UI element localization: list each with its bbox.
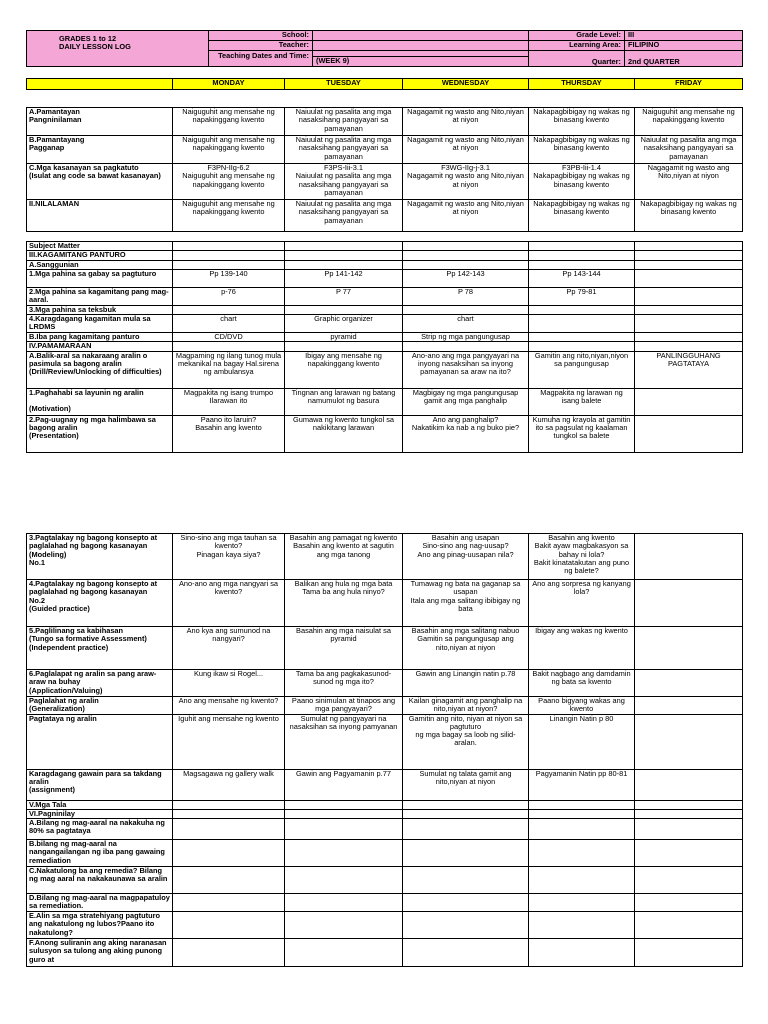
main1-row: [27, 415, 743, 452]
quarter-value: 2nd QUARTER: [625, 51, 743, 67]
day-cell: F3PB-Iii-1.4 Nakapagbibigay ng wakas ng binasang kwento: [529, 164, 635, 200]
day-cell: Naiguguhit ang mensahe ng napakinggang kwento: [635, 108, 743, 136]
day-cell: [635, 697, 743, 715]
main2-row: [27, 580, 743, 627]
day-cell: chart: [173, 315, 285, 333]
day-cell: Basahin ang usapan Sino-sino ang nag-uusap? Ano ang pinag-uusapan nila?: [403, 534, 529, 580]
day-cell: Paano bigyang wakas ang kwento: [529, 697, 635, 715]
day-cell: [635, 809, 743, 818]
day-cell: Nakapagbibigay ng wakas ng binasang kwento: [529, 200, 635, 232]
day-cell: P 78: [403, 287, 529, 305]
days-header: [26, 78, 743, 90]
row-label: A.Sanggunian: [27, 260, 173, 269]
main1-row: [27, 269, 743, 287]
day-cell: [173, 894, 285, 912]
day-cell: [285, 305, 403, 314]
day-cell: [635, 388, 743, 415]
day-cell: [635, 342, 743, 351]
day-cell: Tingnan ang larawan ng batang namumulot ng basura: [285, 388, 403, 415]
day-cell: [635, 627, 743, 670]
day-cell: [173, 840, 285, 867]
main1-row: [27, 251, 743, 260]
area-label: Learning Area:: [529, 41, 625, 51]
day-cell: [173, 819, 285, 840]
day-cell: Gamitin ang nito,niyan,niyon sa pangungusap: [529, 351, 635, 388]
day-cell: [285, 912, 403, 939]
day-cell: Ibigay ang wakas ng kwento: [529, 627, 635, 670]
main2-row: [27, 697, 743, 715]
main2-row: [27, 714, 743, 769]
day-cell: Nagagamit ng wasto ang Nito,niyan at niyon: [403, 108, 529, 136]
main1-row: [27, 305, 743, 314]
day-cell: Sino-sino ang mga tauhan sa kwento? Pinagan kaya siya?: [173, 534, 285, 580]
day-cell: Bakit nagbago ang damdamin ng bata sa kwento: [529, 670, 635, 697]
day-cell: [285, 800, 403, 809]
day-cell: Kailan ginagamit ang panghalip na nito,niyan at niyon?: [403, 697, 529, 715]
day-cell: [403, 840, 529, 867]
day-tuesday: TUESDAY: [285, 79, 403, 90]
teacher-label: Teacher:: [209, 41, 313, 51]
day-cell: Naiuulat ng pasalita ang mga nasaksihang pangyayari sa pamayanan: [285, 136, 403, 164]
day-cell: [529, 840, 635, 867]
day-cell: Balikan ang hula ng mga bata Tama ba ang hula ninyo?: [285, 580, 403, 627]
main2-row: [27, 912, 743, 939]
objectives-row: [27, 200, 743, 232]
day-cell: [403, 305, 529, 314]
day-cell: [285, 894, 403, 912]
row-label: 4.Pagtalakay ng bagong konsepto at paglalahad ng bagong kasanayan No.2 (Guided practice): [27, 580, 173, 627]
day-cell: Magpakita ng isang trumpo Ilarawan ito: [173, 388, 285, 415]
row-label: 2.Mga pahina sa kagamitang pang mag-aaral.: [27, 287, 173, 305]
main1-row: [27, 242, 743, 251]
row-label: A.Pamantayan Pangninilaman: [27, 108, 173, 136]
day-cell: [529, 260, 635, 269]
row-label: 3.Mga pahina sa teksbuk: [27, 305, 173, 314]
day-cell: [529, 819, 635, 840]
row-label: F.Anong suliranin ang aking naranasan sulusyon sa tulong ang aking punong guro at: [27, 939, 173, 967]
day-cell: [635, 242, 743, 251]
day-cell: [403, 939, 529, 967]
day-cell: Magpakita ng larawan ng isang balete: [529, 388, 635, 415]
row-label: B.Iba pang kagamitang panturo: [27, 333, 173, 342]
day-cell: [635, 840, 743, 867]
day-cell: [173, 939, 285, 967]
objectives-table: [26, 107, 743, 232]
day-cell: Naiuulat ng pasalita ang mga nasaksihang pangyayari sa pamayanan: [635, 136, 743, 164]
day-cell: [285, 809, 403, 818]
day-cell: Gawin ang Pagyamanin p.77: [285, 769, 403, 800]
day-cell: Basahin ang mga naisulat sa pyramid: [285, 627, 403, 670]
grade-value: III: [625, 31, 743, 41]
day-cell: [635, 769, 743, 800]
day-cell: [285, 251, 403, 260]
row-label: D.Bilang ng mag-aaral na magpapatuloy sa remediation.: [27, 894, 173, 912]
main2-row: [27, 769, 743, 800]
main1-row: [27, 388, 743, 415]
day-cell: [529, 305, 635, 314]
day-cell: Magsagawa ng gallery walk: [173, 769, 285, 800]
day-cell: Gamitin ang nito, niyan at niyon sa pagtuturo ng mga bagay sa loob ng silid-aralan.: [403, 714, 529, 769]
objectives-row: [27, 108, 743, 136]
day-monday: MONDAY: [173, 79, 285, 90]
main1-row: [27, 333, 743, 342]
day-cell: Basahin ang pamagat ng kwento Basahin ang kwento at sagutin ang mga tanong: [285, 534, 403, 580]
row-label: Pagtataya ng aralin: [27, 714, 173, 769]
day-cell: Nakapagbibigay ng wakas ng binasang kwento: [529, 136, 635, 164]
row-label: E.Alin sa mga stratehiyang pagtuturo ang nakatulong ng lubos?Paano ito nakatulong?: [27, 912, 173, 939]
row-label: II.NILALAMAN: [27, 200, 173, 232]
day-cell: Strip ng mga pangungusap: [403, 333, 529, 342]
day-cell: [635, 251, 743, 260]
row-label: 5.Paglilinang sa kabihasan (Tungo sa formative Assessment) (Independent practice): [27, 627, 173, 670]
day-cell: [635, 260, 743, 269]
day-cell: [173, 342, 285, 351]
objectives-row: [27, 164, 743, 200]
teacher-value: [313, 41, 529, 51]
day-cell: [529, 912, 635, 939]
main2-row: [27, 534, 743, 580]
day-cell: [635, 670, 743, 697]
procedures-table-2: [26, 533, 743, 967]
day-cell: [173, 912, 285, 939]
row-label: Subject Matter: [27, 242, 173, 251]
day-cell: Pp 142-143: [403, 269, 529, 287]
day-cell: [285, 260, 403, 269]
day-cell: [403, 342, 529, 351]
day-cell: P 77: [285, 287, 403, 305]
day-cell: Magpaming ng ilang tunog mula mekanikal na bagay Hal.sirena ng ambulansya: [173, 351, 285, 388]
day-cell: Linangin Natin p 80: [529, 714, 635, 769]
quarter-label: Quarter:: [529, 51, 625, 67]
day-cell: [403, 260, 529, 269]
day-cell: Pp 79-81: [529, 287, 635, 305]
day-cell: [635, 534, 743, 580]
day-cell: [635, 894, 743, 912]
day-thursday: THURSDAY: [529, 79, 635, 90]
row-label: 6.Paglalapat ng aralin sa pang araw-araw na buhay (Application/Valuing): [27, 670, 173, 697]
day-cell: Ano ang mensahe ng kwento?: [173, 697, 285, 715]
day-cell: [635, 269, 743, 287]
day-cell: Iguhit ang mensahe ng kwento: [173, 714, 285, 769]
main2-row: [27, 939, 743, 967]
day-cell: F3PN-IIg-6.2 Naiguguhit ang mensahe ng napakinggang kwento: [173, 164, 285, 200]
day-cell: [285, 819, 403, 840]
main2-row: [27, 894, 743, 912]
day-cell: Ano-ano ang mga pangyayari na inyong nasaksihan sa inyong pamayanan sa araw na ito?: [403, 351, 529, 388]
day-cell: [529, 809, 635, 818]
row-label: 1.Paghahabi sa layunin ng aralin (Motivation): [27, 388, 173, 415]
day-cell: Naiguguhit ang mensahe ng napakinggang kwento: [173, 200, 285, 232]
day-cell: [285, 242, 403, 251]
day-cell: [529, 939, 635, 967]
day-friday: FRIDAY: [635, 79, 743, 90]
day-cell: [403, 251, 529, 260]
day-cell: Nakapagbibigay ng wakas ng binasang kwento: [529, 108, 635, 136]
area-value: FILIPINO: [625, 41, 743, 51]
day-cell: [635, 580, 743, 627]
day-cell: [285, 939, 403, 967]
day-cell: [635, 939, 743, 967]
day-cell: [403, 242, 529, 251]
day-cell: Naiuulat ng pasalita ang mga nasaksihang pangyayari sa pamayanan: [285, 200, 403, 232]
day-cell: [529, 251, 635, 260]
day-cell: Paano ito laruin? Basahin ang kwento: [173, 415, 285, 452]
day-cell: Ano-ano ang mga nangyari sa kwento?: [173, 580, 285, 627]
day-cell: Ibigay ang mensahe ng napakinggang kwento: [285, 351, 403, 388]
day-cell: [285, 342, 403, 351]
day-cell: [285, 867, 403, 894]
day-cell: Nagagamit ng wasto ang Nito,niyan at niyon: [403, 200, 529, 232]
day-cell: Basahin ang kwento Bakit ayaw magbakasyon sa bahay ni lola? Bakit kinatatakutan ang puno ng balete?: [529, 534, 635, 580]
log-title: GRADES 1 to 12 DAILY LESSON LOG: [27, 31, 209, 67]
day-cell: [529, 315, 635, 333]
day-cell: [173, 867, 285, 894]
main1-row: [27, 287, 743, 305]
objectives-row: [27, 136, 743, 164]
procedures-table-1: [26, 241, 743, 453]
day-cell: Gumawa ng kwento tungkol sa nakikitang larawan: [285, 415, 403, 452]
day-cell: Pp 143-144: [529, 269, 635, 287]
day-cell: CD/DVD: [173, 333, 285, 342]
day-cell: [285, 840, 403, 867]
main1-row: [27, 351, 743, 388]
day-cell: Tumawag ng bata na gaganap sa usapan Itala ang mga salitang ibibigay ng bata: [403, 580, 529, 627]
day-cell: Nagagamit ng wasto ang Nito,niyan at niyon: [635, 164, 743, 200]
day-cell: [529, 342, 635, 351]
day-cell: [529, 333, 635, 342]
day-cell: Kumuha ng krayola at gamitin ito sa pagsulat ng kaalaman tungkol sa balete: [529, 415, 635, 452]
day-cell: [635, 714, 743, 769]
day-cell: [173, 800, 285, 809]
day-cell: [403, 867, 529, 894]
day-cell: Gawin ang Linangin natin p.78: [403, 670, 529, 697]
day-cell: [173, 305, 285, 314]
grade-label: Grade Level:: [529, 31, 625, 41]
day-cell: Sumulat ng pangyayari na nasaksihan sa inyong pamyanan: [285, 714, 403, 769]
day-cell: Sumulat ng talata gamit ang nito,niyan at niyon: [403, 769, 529, 800]
day-cell: [173, 260, 285, 269]
row-label: IV.PAMAMARAAN: [27, 342, 173, 351]
day-cell: [635, 315, 743, 333]
day-cell: PANLINGGUHANG PAGTATAYA: [635, 351, 743, 388]
day-cell: Naiguguhit ang mensahe ng napakinggang kwento: [173, 108, 285, 136]
day-cell: Tama ba ang pagkakasunod-sunod ng mga ito?: [285, 670, 403, 697]
main2-row: [27, 800, 743, 809]
day-cell: [635, 912, 743, 939]
dates-label: Teaching Dates and Time:: [209, 51, 313, 67]
main2-row: [27, 627, 743, 670]
day-cell: [173, 251, 285, 260]
days-corner: [27, 79, 173, 90]
day-cell: [529, 242, 635, 251]
row-label: V.Mga Tala: [27, 800, 173, 809]
main2-row: [27, 867, 743, 894]
day-cell: [529, 800, 635, 809]
row-label: Karagdagang gawain para sa takdang aralin (assignment): [27, 769, 173, 800]
day-cell: Kung ikaw si Rogel...: [173, 670, 285, 697]
day-cell: Magbigay ng mga pangungusap gamit ang mga panghalip: [403, 388, 529, 415]
main2-row: [27, 819, 743, 840]
day-cell: [635, 819, 743, 840]
day-cell: Ano kya ang sumunod na nangyari?: [173, 627, 285, 670]
day-cell: [173, 809, 285, 818]
day-cell: pyramid: [285, 333, 403, 342]
day-cell: chart: [403, 315, 529, 333]
row-label: C.Mga kasanayan sa pagkatuto (Isulat ang code sa bawat kasanayan): [27, 164, 173, 200]
dates-value: (WEEK 9): [313, 57, 529, 67]
day-cell: [403, 819, 529, 840]
day-cell: F3WG-IIg-j-3.1 Nagagamit ng wasto ang Nito,niyan at niyon: [403, 164, 529, 200]
day-cell: [173, 242, 285, 251]
day-cell: [403, 894, 529, 912]
day-cell: Nagagamit ng wasto ang Nito,niyan at niyon: [403, 136, 529, 164]
row-label: A.Bilang ng mag-aaral na nakakuha ng 80% sa pagtataya: [27, 819, 173, 840]
day-cell: [635, 287, 743, 305]
row-label: 4.Karagdagang kagamitan mula sa LRDMS: [27, 315, 173, 333]
row-label: A.Balik-aral sa nakaraang aralin o pasimula sa bagong aralin (Drill/Review/Unlocking of difficulties): [27, 351, 173, 388]
row-label: B.Pamantayang Pagganap: [27, 136, 173, 164]
day-cell: [403, 800, 529, 809]
row-label: 1.Mga pahina sa gabay sa pagtuturo: [27, 269, 173, 287]
day-wednesday: WEDNESDAY: [403, 79, 529, 90]
row-label: C.Nakatulong ba ang remedia? Bilang ng mag aaral na nakakaunawa sa aralin: [27, 867, 173, 894]
day-cell: [635, 415, 743, 452]
day-cell: [529, 894, 635, 912]
day-cell: [635, 800, 743, 809]
row-label: B.bilang ng mag-aaral na nangangailangan ng iba pang gawaing remediation: [27, 840, 173, 867]
day-cell: Graphic organizer: [285, 315, 403, 333]
day-cell: Ano ang sorpresa ng kanyang lola?: [529, 580, 635, 627]
school-value: [313, 31, 529, 41]
main1-row: [27, 260, 743, 269]
day-cell: F3PS-Iii-3.1 Naiuulat ng pasalita ang mga nasaksihang pangyayari sa pamayanan: [285, 164, 403, 200]
main2-row: [27, 840, 743, 867]
main2-row: [27, 809, 743, 818]
main1-row: [27, 342, 743, 351]
main2-row: [27, 670, 743, 697]
school-label: School:: [209, 31, 313, 41]
day-cell: [635, 305, 743, 314]
day-cell: Ano ang panghalip? Nakatikim ka nab a ng buko pie?: [403, 415, 529, 452]
day-cell: Pp 139-140: [173, 269, 285, 287]
row-label: VI.Pagninilay: [27, 809, 173, 818]
header-table: [26, 30, 743, 67]
day-cell: Paano sinimulan at tinapos ang mga pangyayari?: [285, 697, 403, 715]
row-label: 2.Pag-uugnay ng mga halimbawa sa bagong aralin (Presentation): [27, 415, 173, 452]
day-cell: [635, 867, 743, 894]
day-cell: p-76: [173, 287, 285, 305]
row-label: III.KAGAMITANG PANTURO: [27, 251, 173, 260]
day-cell: Naiuulat ng pasalita ang mga nasaksihang pangyayari sa pamayanan: [285, 108, 403, 136]
main1-row: [27, 315, 743, 333]
day-cell: Naiguguhit ang mensahe ng napakinggang kwento: [173, 136, 285, 164]
row-label: 3.Pagtalakay ng bagong konsepto at paglalahad ng bagong kasanayan (Modeling) No.1: [27, 534, 173, 580]
day-cell: Basahin ang mga salitang nabuo Gamitin sa pangungusap ang nito,niyan at niyon: [403, 627, 529, 670]
day-cell: [635, 333, 743, 342]
row-label: Paglalahat ng aralin (Generalization): [27, 697, 173, 715]
day-cell: [529, 867, 635, 894]
day-cell: Pagyamanin Natin pp 80-81: [529, 769, 635, 800]
day-cell: Nakapagbibigay ng wakas ng binasang kwento: [635, 200, 743, 232]
day-cell: Pp 141-142: [285, 269, 403, 287]
day-cell: [403, 809, 529, 818]
day-cell: [403, 912, 529, 939]
